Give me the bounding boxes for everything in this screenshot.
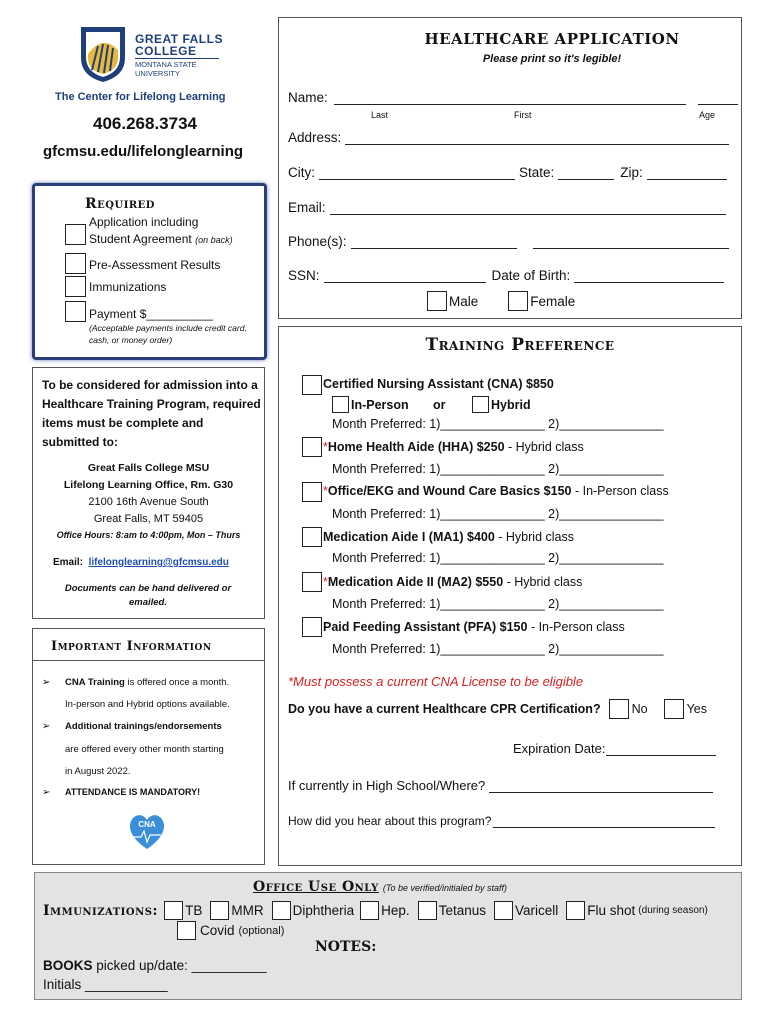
important-title: Important Information	[51, 639, 212, 654]
info-additional-line2: are offered every other month starting	[65, 744, 224, 755]
ssn-input[interactable]	[324, 282, 486, 283]
checkbox-hep[interactable]	[360, 901, 379, 920]
bullet-arrow-icon: ➢	[42, 677, 51, 688]
name-row: Name:	[288, 90, 738, 105]
month-preferred-ma2[interactable]: Month Preferred: 1)_______________ 2)_______________	[332, 597, 664, 611]
checkbox-diphtheria[interactable]	[272, 901, 291, 920]
checkbox-application[interactable]	[65, 224, 86, 245]
expiration-input[interactable]	[606, 755, 716, 756]
hear-row: How did you hear about this program?	[288, 814, 715, 828]
course-ma2: *Medication Aide II (MA2) $550 - Hybrid class	[323, 575, 583, 589]
logo-line2: COLLEGE	[135, 44, 197, 58]
immunization-row: Immunizations: TB MMR Diphtheria Hep. Tetanus Varicell Flu shot (during season)	[43, 902, 708, 919]
first-label: First	[514, 110, 532, 120]
website: gfcmsu.edu/lifelonglearning	[43, 143, 244, 160]
or-label: or	[433, 398, 446, 412]
month-preferred-cna[interactable]: Month Preferred: 1)_______________ 2)_______________	[332, 417, 664, 431]
required-title: Required	[85, 196, 155, 212]
checkbox-cpr-yes[interactable]	[664, 699, 684, 719]
admission-text: To be considered for admission into a Healthcare Training Program, required items must be complete and submitted to:	[42, 378, 261, 449]
email-input[interactable]	[330, 214, 726, 215]
badge-label: CNA	[138, 820, 156, 829]
cna-license-note: *Must possess a current CNA License to be eligible	[288, 674, 584, 689]
required-box	[32, 183, 267, 360]
course-ekg: *Office/EKG and Wound Care Basics $150 - In-Person class	[323, 484, 669, 498]
payment-note: (Acceptable payments include credit card, cash, or money order)	[89, 323, 247, 345]
checkbox-covid[interactable]	[177, 921, 196, 940]
books-row[interactable]: BOOKS picked up/date: __________	[43, 958, 267, 973]
checkbox-tb[interactable]	[164, 901, 183, 920]
checkbox-in-person[interactable]	[332, 396, 349, 413]
center-name: The Center for Lifelong Learning	[55, 91, 226, 103]
checkbox-male[interactable]	[427, 291, 447, 311]
name-input[interactable]	[334, 104, 686, 105]
checkbox-mmr[interactable]	[210, 901, 229, 920]
street-address: 2100 16th Avenue South	[88, 496, 209, 508]
logo-mark-icon	[78, 24, 128, 84]
info-cna-line2: In-person and Hybrid options available.	[65, 699, 230, 710]
expiration-row: Expiration Date:	[513, 741, 716, 756]
office-hours: Office Hours: 8:am to 4:00pm, Mon – Thurs	[56, 530, 241, 540]
address-input[interactable]	[345, 144, 729, 145]
ssn-row: SSN: Date of Birth:	[288, 268, 724, 283]
checkbox-ma1[interactable]	[302, 527, 322, 547]
info-additional: Additional trainings/endorsements	[65, 721, 222, 732]
office-title: Office Use Only	[253, 879, 379, 895]
dob-input[interactable]	[574, 282, 724, 283]
checkbox-cpr-no[interactable]	[609, 699, 629, 719]
hybrid-label: Hybrid	[491, 398, 531, 412]
checkbox-tetanus[interactable]	[418, 901, 437, 920]
required-item-payment: Payment $__________	[89, 307, 214, 321]
notes-label: NOTES:	[315, 939, 377, 955]
training-title: Training Preference	[425, 335, 615, 355]
application-subtitle: Please print so it's legible!	[482, 53, 622, 65]
email-row: Email:	[288, 200, 726, 215]
checkbox-preassessment[interactable]	[65, 253, 86, 274]
gender-row: Male Female	[427, 291, 575, 311]
logo-line3: MONTANA STATE	[135, 60, 197, 69]
required-item-application: Application including Student Agreement (on back)	[89, 215, 233, 246]
course-hha: *Home Health Aide (HHA) $250 - Hybrid class	[323, 440, 584, 454]
in-person-label: In-Person	[351, 398, 409, 412]
age-label: Age	[699, 110, 716, 120]
admission-box	[32, 367, 265, 619]
cpr-row: Do you have a current Healthcare CPR Certification? No Yes	[288, 699, 707, 719]
month-preferred-ma1[interactable]: Month Preferred: 1)_______________ 2)_______________	[332, 551, 664, 565]
application-title: HEALTHCARE APPLICATION	[424, 30, 680, 48]
checkbox-flu[interactable]	[566, 901, 585, 920]
email-link[interactable]: lifelonglearning@gfcmsu.edu	[88, 557, 229, 568]
address-row: Address:	[288, 130, 729, 145]
age-input[interactable]	[698, 104, 738, 105]
checkbox-payment[interactable]	[65, 301, 86, 322]
city-address: Great Falls, MT 59405	[93, 513, 204, 525]
required-item-preassessment: Pre-Assessment Results	[89, 258, 221, 272]
initials-row[interactable]: Initials ___________	[43, 977, 168, 992]
month-preferred-hha[interactable]: Month Preferred: 1)_______________ 2)_______________	[332, 462, 664, 476]
phone-input-1[interactable]	[351, 248, 517, 249]
checkbox-pfa[interactable]	[302, 617, 322, 637]
required-item-immunizations: Immunizations	[89, 280, 167, 294]
delivery-note: Documents can be hand delivered or emailed.	[64, 583, 232, 608]
immunizations-label: Immunizations:	[43, 902, 159, 919]
city-input[interactable]	[319, 179, 515, 180]
bullet-arrow-icon: ➢	[42, 721, 51, 732]
bullet-arrow-icon: ➢	[42, 787, 51, 798]
course-cna: Certified Nursing Assistant (CNA) $850	[323, 377, 554, 391]
checkbox-ma2[interactable]	[302, 572, 322, 592]
cna-heart-badge	[125, 809, 169, 853]
email-row: Email: lifelonglearning@gfcmsu.edu	[53, 557, 229, 568]
checkbox-cna[interactable]	[302, 375, 322, 395]
high-school-input[interactable]	[489, 792, 713, 793]
last-label: Last	[371, 110, 389, 120]
phones-row: Phone(s):	[288, 234, 729, 249]
checkbox-varicell[interactable]	[494, 901, 513, 920]
training-box	[278, 326, 742, 866]
info-additional-line3: in August 2022.	[65, 766, 131, 777]
logo-line4: UNIVERSITY	[135, 69, 181, 78]
course-pfa: Paid Feeding Assistant (PFA) $150 - In-Person class	[323, 620, 625, 634]
checkbox-hha[interactable]	[302, 437, 322, 457]
info-attendance: ATTENDANCE IS MANDATORY!	[65, 787, 201, 797]
checkbox-ekg[interactable]	[302, 482, 322, 502]
checkbox-hybrid[interactable]	[472, 396, 489, 413]
course-ma1: Medication Aide I (MA1) $400 - Hybrid class	[323, 530, 574, 544]
college-logo	[78, 24, 228, 84]
application-box	[278, 17, 742, 319]
city-row: City: State: Zip:	[288, 165, 727, 180]
checkbox-immunizations[interactable]	[65, 276, 86, 297]
heart-icon	[125, 809, 169, 853]
office-note: (To be verified/initialed by staff)	[382, 883, 508, 893]
covid-row: Covid (optional)	[177, 921, 284, 940]
office-use-box	[34, 872, 742, 1000]
month-preferred-pfa[interactable]: Month Preferred: 1)_______________ 2)_______________	[332, 642, 664, 656]
hear-input[interactable]	[493, 827, 715, 828]
phone-input-2[interactable]	[533, 248, 729, 249]
phone-number: 406.268.3734	[93, 114, 197, 133]
zip-input[interactable]	[647, 179, 727, 180]
office-room: Lifelong Learning Office, Rm. G30	[63, 479, 234, 491]
state-input[interactable]	[558, 179, 614, 180]
office-title-row	[253, 879, 507, 895]
month-preferred-ekg[interactable]: Month Preferred: 1)_______________ 2)_______________	[332, 507, 664, 521]
logo-line1: GREAT FALLS	[135, 32, 223, 46]
info-cna: CNA Training is offered once a month.	[65, 677, 230, 688]
checkbox-female[interactable]	[508, 291, 528, 311]
org-name: Great Falls College MSU	[87, 462, 210, 474]
high-school-row: If currently in High School/Where?	[288, 778, 713, 793]
important-box	[32, 628, 265, 865]
